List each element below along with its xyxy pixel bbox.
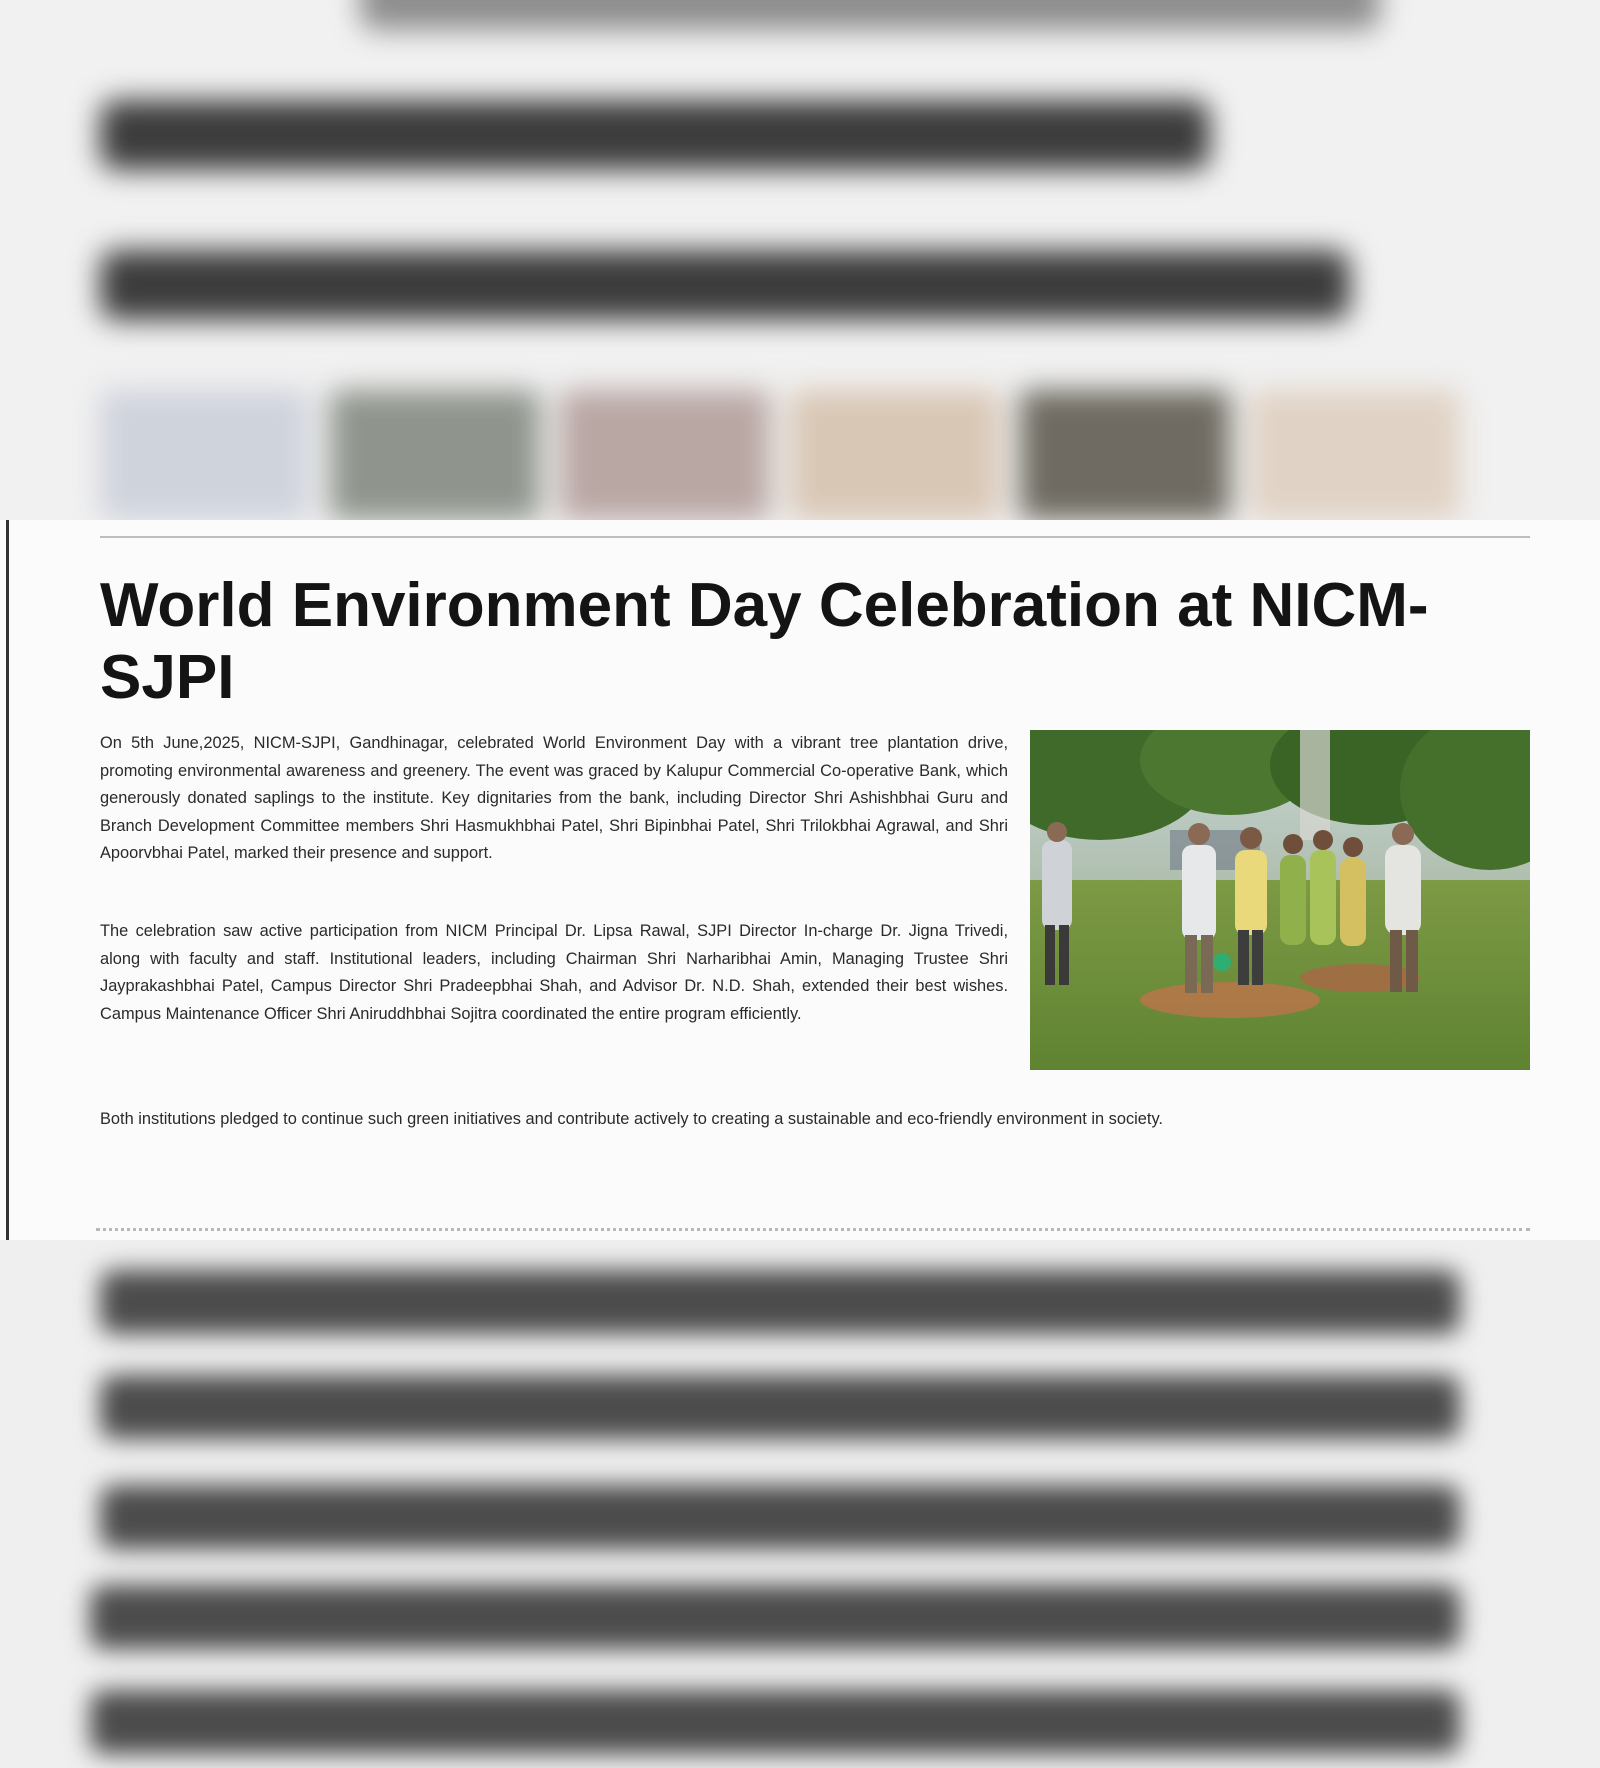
article-bottom-rule (96, 1228, 1530, 1231)
blurred-newspaper-body (0, 1240, 1600, 1768)
article-paragraph-2: The celebration saw active participation from NICM Principal Dr. Lipsa Rawal, SJPI Director In-charge Dr. Jigna Trivedi, along with faculty and staff. Institutional leaders, including Chairman Shri Narharibhai Amin, Managing Trustee Shri Jayprakashbhai Patel, Campus Director Shri Pradeepbhai Shah, and Advisor Dr. N.D. Shah, extended their best wishes. Campus Maintenance Officer Shri Aniruddhbhai Sojitra coordinated the entire program efficiently. (100, 922, 1008, 1023)
article-title: World Environment Day Celebration at NICM-SJPI (100, 571, 1429, 712)
blurred-newspaper-header (0, 0, 1600, 520)
article-top-rule (100, 536, 1530, 538)
article-paragraph-1: On 5th June,2025, NICM-SJPI, Gandhinagar, celebrated World Environment Day with a vibrant tree plantation drive, promoting environmental awareness and greenery. The event was graced by Kalupur Commercial Co-operative Bank, which generously donated saplings to the institute. Key dignitaries from the bank, including Director Shri Ashishbhai Guru and Branch Development Committee members Shri Hasmukhbhai Patel, Shri Bipinbhai Patel, Shri Trilokbhai Agrawal, and Shri Apoorvbhai Patel, marked their presence and support. (100, 734, 1008, 862)
article-clipping (0, 520, 1600, 1240)
column-divider (6, 520, 9, 1245)
tree-plantation-photo (1030, 730, 1530, 1070)
article-paragraph-3: Both institutions pledged to continue such green initiatives and contribute actively to creating a sustainable and eco-friendly environment in society. (100, 1110, 1163, 1128)
